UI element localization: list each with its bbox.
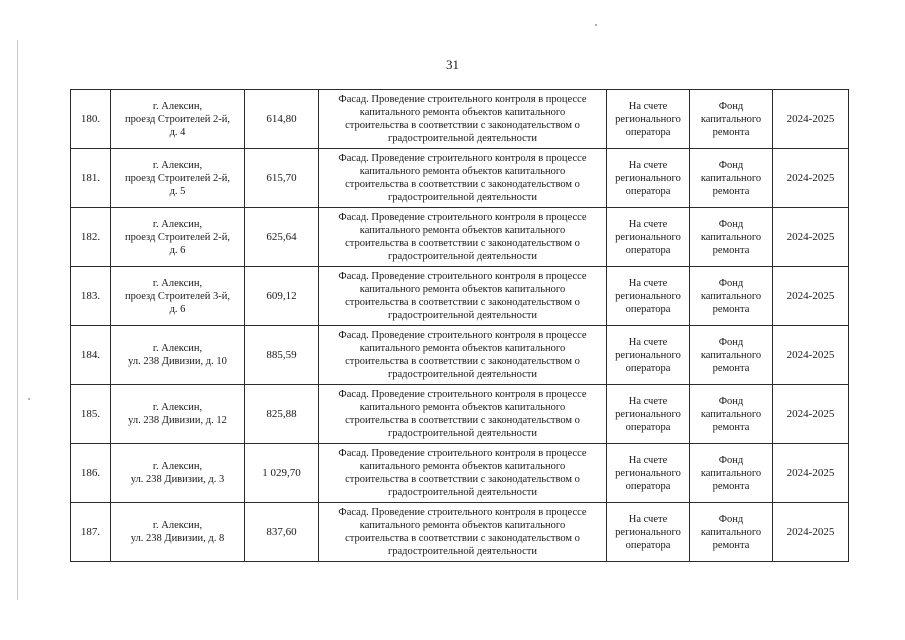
period-cell <box>773 149 849 208</box>
address-city: г. Алексин, <box>152 461 203 472</box>
work-description-line: градостроительной деятельности <box>387 487 538 498</box>
fund-cell <box>690 267 773 326</box>
fund-cell <box>690 90 773 149</box>
work-description-line: Фасад. Проведение строительного контроля в процессе <box>338 389 587 400</box>
fund-line: капитального <box>700 290 762 302</box>
period-value: 2024-2025 <box>786 348 835 361</box>
fund-line: Фонд <box>718 277 744 289</box>
row-number: 185. <box>80 407 101 420</box>
address-street: ул. 238 Дивизии, д. 10 <box>128 356 227 367</box>
address-street: проезд Строителей 2-й, <box>124 231 231 243</box>
area-value: 885,59 <box>266 348 297 361</box>
work-description-line: капитального ремонта объектов капитального <box>359 225 566 236</box>
address-house: д. 5 <box>169 185 186 197</box>
address-cell <box>111 149 245 208</box>
repair-registry-table <box>70 89 849 562</box>
address-cell <box>111 267 245 326</box>
fund-line: Фонд <box>718 513 744 525</box>
work-description-line: капитального ремонта объектов капитального <box>359 343 566 354</box>
address-city: г. Алексин, <box>152 159 203 171</box>
address-city: г. Алексин, <box>152 100 203 112</box>
fund-cell <box>690 385 773 444</box>
work-description-line: Фасад. Проведение строительного контроля в процессе <box>338 507 587 518</box>
period-cell <box>773 326 849 385</box>
account-line: регионального <box>615 172 681 184</box>
fund-line: капитального <box>700 349 762 361</box>
work-description-line: строительства в соответствии с законодательством о <box>345 238 580 249</box>
table-row <box>71 503 849 562</box>
period-value: 2024-2025 <box>786 407 835 420</box>
work-description-cell <box>319 208 607 267</box>
row-number-cell <box>71 385 111 444</box>
account-line: регионального <box>615 408 681 420</box>
work-description-line: градостроительной деятельности <box>387 369 538 380</box>
work-description-line: Фасад. Проведение строительного контроля в процессе <box>338 212 587 223</box>
account-line: оператора <box>625 126 671 138</box>
address-house: д. 4 <box>169 126 186 138</box>
work-description-line: строительства в соответствии с законодательством о <box>345 415 580 426</box>
account-cell <box>607 208 690 267</box>
scan-speck <box>595 24 597 26</box>
account-line: На счете <box>628 159 668 171</box>
account-line: На счете <box>628 277 668 289</box>
address-street: проезд Строителей 3-й, <box>124 290 231 302</box>
row-number-cell <box>71 503 111 562</box>
account-line: оператора <box>625 480 671 492</box>
account-line: На счете <box>628 395 668 407</box>
table-row <box>71 267 849 326</box>
work-description-line: градостроительной деятельности <box>387 546 538 557</box>
fund-line: Фонд <box>718 100 744 112</box>
work-description-line: капитального ремонта объектов капитального <box>359 166 566 177</box>
row-number-cell <box>71 149 111 208</box>
work-description-line: Фасад. Проведение строительного контроля в процессе <box>338 448 587 459</box>
work-description-line: Фасад. Проведение строительного контроля в процессе <box>338 271 587 282</box>
work-description-cell <box>319 385 607 444</box>
work-description-line: Фасад. Проведение строительного контроля в процессе <box>338 94 587 105</box>
row-number: 187. <box>80 525 101 538</box>
address-cell <box>111 385 245 444</box>
fund-line: ремонта <box>712 303 750 315</box>
work-description-line: градостроительной деятельности <box>387 133 538 144</box>
table-row <box>71 326 849 385</box>
account-cell <box>607 385 690 444</box>
account-line: регионального <box>615 526 681 538</box>
address-city: г. Алексин, <box>152 277 203 289</box>
period-cell <box>773 208 849 267</box>
row-number-cell <box>71 90 111 149</box>
address-house: д. 6 <box>169 303 186 315</box>
work-description-line: строительства в соответствии с законодательством о <box>345 356 580 367</box>
account-line: регионального <box>615 113 681 125</box>
account-line: регионального <box>615 231 681 243</box>
period-cell <box>773 385 849 444</box>
fund-line: капитального <box>700 231 762 243</box>
address-city: г. Алексин, <box>152 520 203 531</box>
area-cell <box>245 385 319 444</box>
fund-line: Фонд <box>718 336 744 348</box>
address-street: проезд Строителей 2-й, <box>124 113 231 125</box>
row-number: 183. <box>80 289 101 302</box>
period-value: 2024-2025 <box>786 112 835 125</box>
row-number-cell <box>71 208 111 267</box>
account-line: оператора <box>625 421 671 433</box>
account-cell <box>607 149 690 208</box>
area-value: 614,80 <box>266 112 297 125</box>
account-cell <box>607 267 690 326</box>
period-value: 2024-2025 <box>786 466 835 479</box>
work-description-line: градостроительной деятельности <box>387 251 538 262</box>
address-cell <box>111 208 245 267</box>
account-line: регионального <box>615 467 681 479</box>
account-line: регионального <box>615 290 681 302</box>
area-cell <box>245 208 319 267</box>
table-row <box>71 385 849 444</box>
period-value: 2024-2025 <box>786 289 835 302</box>
work-description-line: градостроительной деятельности <box>387 192 538 203</box>
area-value: 837,60 <box>266 525 297 538</box>
period-value: 2024-2025 <box>786 171 835 184</box>
fund-line: ремонта <box>712 362 750 374</box>
work-description-cell <box>319 149 607 208</box>
fund-cell <box>690 503 773 562</box>
period-value: 2024-2025 <box>786 230 835 243</box>
table-row <box>71 90 849 149</box>
work-description-line: капитального ремонта объектов капитального <box>359 284 566 295</box>
fund-line: ремонта <box>712 185 750 197</box>
area-cell <box>245 90 319 149</box>
address-city: г. Алексин, <box>152 218 203 230</box>
fund-cell <box>690 444 773 503</box>
fund-line: капитального <box>700 526 762 538</box>
period-cell <box>773 444 849 503</box>
address-house: д. 6 <box>169 244 186 256</box>
address-street: ул. 238 Дивизии, д. 12 <box>128 415 227 426</box>
fund-line: ремонта <box>712 421 750 433</box>
address-cell <box>111 326 245 385</box>
period-cell <box>773 90 849 149</box>
work-description-cell <box>319 444 607 503</box>
account-cell <box>607 90 690 149</box>
address-cell <box>111 90 245 149</box>
table-row <box>71 444 849 503</box>
work-description-line: капитального ремонта объектов капитального <box>359 520 566 531</box>
address-street: ул. 238 Дивизии, д. 8 <box>130 533 225 544</box>
period-cell <box>773 267 849 326</box>
area-cell <box>245 267 319 326</box>
work-description-cell <box>319 503 607 562</box>
scan-speck <box>28 398 30 400</box>
account-line: регионального <box>615 349 681 361</box>
address-cell <box>111 503 245 562</box>
row-number-cell <box>71 267 111 326</box>
work-description-line: строительства в соответствии с законодательством о <box>345 533 580 544</box>
page-number: 31 <box>446 57 459 72</box>
address-city: г. Алексин, <box>152 343 203 354</box>
fund-line: Фонд <box>718 395 744 407</box>
row-number-cell <box>71 444 111 503</box>
account-line: На счете <box>628 454 668 466</box>
fund-line: Фонд <box>718 218 744 230</box>
fund-cell <box>690 149 773 208</box>
account-line: оператора <box>625 362 671 374</box>
account-cell <box>607 326 690 385</box>
area-value: 609,12 <box>266 289 297 302</box>
work-description-line: строительства в соответствии с законодательством о <box>345 297 580 308</box>
fund-line: капитального <box>700 113 762 125</box>
fund-line: капитального <box>700 172 762 184</box>
account-line: На счете <box>628 513 668 525</box>
table-body <box>71 90 849 562</box>
work-description-line: градостроительной деятельности <box>387 310 538 321</box>
area-value: 615,70 <box>266 171 297 184</box>
account-cell <box>607 503 690 562</box>
period-value: 2024-2025 <box>786 525 835 538</box>
area-cell <box>245 326 319 385</box>
work-description-cell <box>319 267 607 326</box>
work-description-cell <box>319 326 607 385</box>
area-value: 1 029,70 <box>262 466 301 479</box>
fund-cell <box>690 326 773 385</box>
account-line: оператора <box>625 303 671 315</box>
area-cell <box>245 444 319 503</box>
area-cell <box>245 503 319 562</box>
row-number: 182. <box>80 230 101 243</box>
row-number: 181. <box>80 171 101 184</box>
period-cell <box>773 503 849 562</box>
fund-line: капитального <box>700 467 762 479</box>
work-description-line: Фасад. Проведение строительного контроля в процессе <box>338 153 587 164</box>
account-line: оператора <box>625 244 671 256</box>
work-description-cell <box>319 90 607 149</box>
account-line: На счете <box>628 218 668 230</box>
work-description-line: градостроительной деятельности <box>387 428 538 439</box>
area-cell <box>245 149 319 208</box>
work-description-line: строительства в соответствии с законодательством о <box>345 179 580 190</box>
work-description-line: строительства в соответствии с законодательством о <box>345 120 580 131</box>
account-line: оператора <box>625 185 671 197</box>
fund-line: Фонд <box>718 159 744 171</box>
fund-cell <box>690 208 773 267</box>
work-description-line: капитального ремонта объектов капитального <box>359 107 566 118</box>
fund-line: Фонд <box>718 454 744 466</box>
account-line: На счете <box>628 336 668 348</box>
fund-line: ремонта <box>712 126 750 138</box>
fund-line: капитального <box>700 408 762 420</box>
fund-line: ремонта <box>712 480 750 492</box>
area-value: 825,88 <box>266 407 297 420</box>
table-row <box>71 149 849 208</box>
row-number: 186. <box>80 466 101 479</box>
left-margin-line <box>17 40 18 600</box>
work-description-line: капитального ремонта объектов капитального <box>359 402 566 413</box>
account-cell <box>607 444 690 503</box>
fund-line: ремонта <box>712 539 750 551</box>
address-street: проезд Строителей 2-й, <box>124 172 231 184</box>
address-city: г. Алексин, <box>152 402 203 413</box>
area-value: 625,64 <box>266 230 297 243</box>
account-line: На счете <box>628 100 668 112</box>
address-cell <box>111 444 245 503</box>
table-row <box>71 208 849 267</box>
work-description-line: капитального ремонта объектов капитального <box>359 461 566 472</box>
fund-line: ремонта <box>712 244 750 256</box>
work-description-line: Фасад. Проведение строительного контроля в процессе <box>338 330 587 341</box>
row-number: 180. <box>80 112 101 125</box>
work-description-line: строительства в соответствии с законодательством о <box>345 474 580 485</box>
account-line: оператора <box>625 539 671 551</box>
row-number: 184. <box>80 348 101 361</box>
row-number-cell <box>71 326 111 385</box>
address-street: ул. 238 Дивизии, д. 3 <box>130 474 225 485</box>
